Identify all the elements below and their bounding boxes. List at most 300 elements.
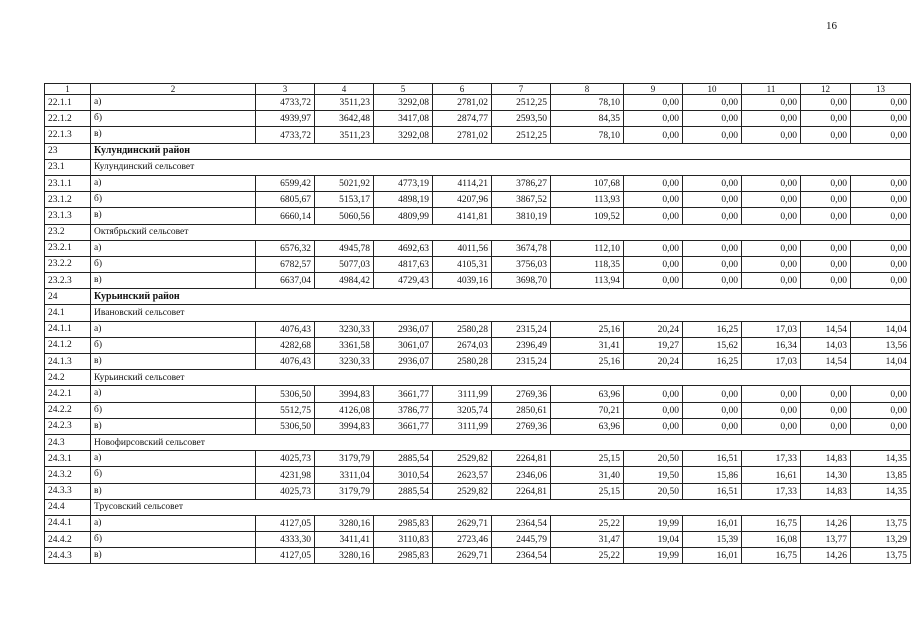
value-cell: 0,00 bbox=[851, 418, 911, 434]
value-cell: 3061,07 bbox=[374, 337, 433, 353]
row-code: 24 bbox=[45, 289, 91, 305]
value-cell: 2629,71 bbox=[433, 515, 492, 531]
row-variant: а) bbox=[91, 175, 256, 191]
value-cell: 14,26 bbox=[801, 548, 851, 564]
value-cell: 6660,14 bbox=[256, 208, 315, 224]
value-cell: 2512,25 bbox=[492, 127, 551, 143]
row-variant: в) bbox=[91, 273, 256, 289]
value-cell: 2346,06 bbox=[492, 467, 551, 483]
row-variant: в) bbox=[91, 127, 256, 143]
table-row bbox=[45, 321, 911, 337]
value-cell: 14,04 bbox=[851, 354, 911, 370]
table-row bbox=[45, 256, 911, 272]
table-row bbox=[45, 532, 911, 548]
value-cell: 2364,54 bbox=[492, 515, 551, 531]
column-number-cell: 7 bbox=[492, 84, 551, 95]
value-cell: 0,00 bbox=[801, 111, 851, 127]
row-code: 24.3.3 bbox=[45, 483, 91, 499]
table-row bbox=[45, 337, 911, 353]
value-cell: 0,00 bbox=[851, 386, 911, 402]
value-cell: 16,75 bbox=[742, 515, 801, 531]
value-cell: 4809,99 bbox=[374, 208, 433, 224]
value-cell: 4945,78 bbox=[315, 240, 374, 256]
value-cell: 2529,82 bbox=[433, 451, 492, 467]
value-cell: 15,86 bbox=[683, 467, 742, 483]
value-cell: 3756,03 bbox=[492, 256, 551, 272]
value-cell: 4984,42 bbox=[315, 273, 374, 289]
value-cell: 3205,74 bbox=[433, 402, 492, 418]
value-cell: 0,00 bbox=[801, 240, 851, 256]
value-cell: 0,00 bbox=[683, 192, 742, 208]
value-cell: 2985,83 bbox=[374, 548, 433, 564]
row-code: 24.4 bbox=[45, 499, 91, 515]
value-cell: 0,00 bbox=[851, 402, 911, 418]
row-variant: б) bbox=[91, 532, 256, 548]
district-row bbox=[45, 289, 911, 305]
value-cell: 14,35 bbox=[851, 451, 911, 467]
value-cell: 3292,08 bbox=[374, 127, 433, 143]
table-row bbox=[45, 354, 911, 370]
value-cell: 0,00 bbox=[683, 175, 742, 191]
value-cell: 2769,36 bbox=[492, 386, 551, 402]
value-cell: 0,00 bbox=[683, 111, 742, 127]
council-row bbox=[45, 305, 911, 321]
value-cell: 70,21 bbox=[551, 402, 624, 418]
table-row bbox=[45, 175, 911, 191]
value-cell: 0,00 bbox=[624, 208, 683, 224]
value-cell: 0,00 bbox=[683, 208, 742, 224]
value-cell: 3661,77 bbox=[374, 418, 433, 434]
value-cell: 13,77 bbox=[801, 532, 851, 548]
value-cell: 13,75 bbox=[851, 515, 911, 531]
council-row bbox=[45, 434, 911, 450]
row-code: 23 bbox=[45, 143, 91, 159]
row-code: 24.2.3 bbox=[45, 418, 91, 434]
value-cell: 20,50 bbox=[624, 451, 683, 467]
row-code: 23.2.1 bbox=[45, 240, 91, 256]
row-code: 24.2 bbox=[45, 370, 91, 386]
value-cell: 4282,68 bbox=[256, 337, 315, 353]
value-cell: 6782,57 bbox=[256, 256, 315, 272]
row-code: 24.3.1 bbox=[45, 451, 91, 467]
row-variant: а) bbox=[91, 321, 256, 337]
value-cell: 25,15 bbox=[551, 451, 624, 467]
district-row bbox=[45, 143, 911, 159]
value-cell: 0,00 bbox=[742, 208, 801, 224]
row-variant: б) bbox=[91, 467, 256, 483]
value-cell: 4898,19 bbox=[374, 192, 433, 208]
value-cell: 0,00 bbox=[742, 402, 801, 418]
value-cell: 3280,16 bbox=[315, 515, 374, 531]
value-cell: 2885,54 bbox=[374, 451, 433, 467]
value-cell: 25,22 bbox=[551, 548, 624, 564]
value-cell: 14,26 bbox=[801, 515, 851, 531]
value-cell: 0,00 bbox=[851, 175, 911, 191]
value-cell: 0,00 bbox=[624, 192, 683, 208]
value-cell: 112,10 bbox=[551, 240, 624, 256]
value-cell: 25,22 bbox=[551, 515, 624, 531]
value-cell: 3810,19 bbox=[492, 208, 551, 224]
value-cell: 0,00 bbox=[624, 256, 683, 272]
value-cell: 4231,98 bbox=[256, 467, 315, 483]
row-variant: б) bbox=[91, 192, 256, 208]
value-cell: 4025,73 bbox=[256, 451, 315, 467]
value-cell: 3230,33 bbox=[315, 321, 374, 337]
value-cell: 109,52 bbox=[551, 208, 624, 224]
value-cell: 4039,16 bbox=[433, 273, 492, 289]
value-cell: 3417,08 bbox=[374, 111, 433, 127]
value-cell: 14,04 bbox=[851, 321, 911, 337]
value-cell: 14,54 bbox=[801, 321, 851, 337]
value-cell: 17,03 bbox=[742, 354, 801, 370]
value-cell: 4114,21 bbox=[433, 175, 492, 191]
value-cell: 2674,03 bbox=[433, 337, 492, 353]
tariff-table bbox=[44, 83, 911, 564]
value-cell: 20,50 bbox=[624, 483, 683, 499]
row-variant: в) bbox=[91, 548, 256, 564]
row-variant: в) bbox=[91, 418, 256, 434]
value-cell: 0,00 bbox=[624, 127, 683, 143]
column-number-cell: 6 bbox=[433, 84, 492, 95]
row-variant: б) bbox=[91, 256, 256, 272]
value-cell: 14,54 bbox=[801, 354, 851, 370]
value-cell: 4207,96 bbox=[433, 192, 492, 208]
value-cell: 4127,05 bbox=[256, 548, 315, 564]
value-cell: 4141,81 bbox=[433, 208, 492, 224]
row-code: 23.1.1 bbox=[45, 175, 91, 191]
value-cell: 2936,07 bbox=[374, 354, 433, 370]
row-variant: б) bbox=[91, 111, 256, 127]
value-cell: 0,00 bbox=[801, 386, 851, 402]
row-code: 24.4.2 bbox=[45, 532, 91, 548]
value-cell: 2850,61 bbox=[492, 402, 551, 418]
value-cell: 2580,28 bbox=[433, 354, 492, 370]
value-cell: 4105,31 bbox=[433, 256, 492, 272]
value-cell: 13,56 bbox=[851, 337, 911, 353]
value-cell: 5021,92 bbox=[315, 175, 374, 191]
council-name: Ивановский сельсовет bbox=[91, 305, 911, 321]
value-cell: 0,00 bbox=[851, 127, 911, 143]
table-row bbox=[45, 451, 911, 467]
row-code: 23.1 bbox=[45, 159, 91, 175]
page-number: 16 bbox=[826, 20, 837, 32]
value-cell: 14,03 bbox=[801, 337, 851, 353]
value-cell: 14,83 bbox=[801, 483, 851, 499]
value-cell: 2723,46 bbox=[433, 532, 492, 548]
value-cell: 16,08 bbox=[742, 532, 801, 548]
row-code: 24.2.1 bbox=[45, 386, 91, 402]
value-cell: 5153,17 bbox=[315, 192, 374, 208]
value-cell: 0,00 bbox=[742, 240, 801, 256]
district-name: Курьинский район bbox=[91, 289, 911, 305]
row-variant: в) bbox=[91, 483, 256, 499]
value-cell: 4076,43 bbox=[256, 354, 315, 370]
value-cell: 2580,28 bbox=[433, 321, 492, 337]
value-cell: 2315,24 bbox=[492, 321, 551, 337]
value-cell: 2593,50 bbox=[492, 111, 551, 127]
value-cell: 5060,56 bbox=[315, 208, 374, 224]
value-cell: 0,00 bbox=[683, 273, 742, 289]
value-cell: 2985,83 bbox=[374, 515, 433, 531]
value-cell: 16,01 bbox=[683, 515, 742, 531]
value-cell: 3110,83 bbox=[374, 532, 433, 548]
value-cell: 0,00 bbox=[742, 127, 801, 143]
row-code: 22.1.1 bbox=[45, 95, 91, 111]
table-row bbox=[45, 273, 911, 289]
value-cell: 0,00 bbox=[801, 256, 851, 272]
value-cell: 17,33 bbox=[742, 483, 801, 499]
row-code: 24.1.2 bbox=[45, 337, 91, 353]
value-cell: 0,00 bbox=[801, 175, 851, 191]
row-code: 23.2.2 bbox=[45, 256, 91, 272]
value-cell: 4025,73 bbox=[256, 483, 315, 499]
value-cell: 6637,04 bbox=[256, 273, 315, 289]
value-cell: 6599,42 bbox=[256, 175, 315, 191]
row-code: 24.1.3 bbox=[45, 354, 91, 370]
value-cell: 2364,54 bbox=[492, 548, 551, 564]
value-cell: 20,24 bbox=[624, 321, 683, 337]
value-cell: 2396,49 bbox=[492, 337, 551, 353]
column-number-row bbox=[45, 84, 911, 95]
value-cell: 19,99 bbox=[624, 515, 683, 531]
value-cell: 0,00 bbox=[742, 192, 801, 208]
council-row bbox=[45, 370, 911, 386]
value-cell: 113,94 bbox=[551, 273, 624, 289]
value-cell: 19,04 bbox=[624, 532, 683, 548]
value-cell: 19,50 bbox=[624, 467, 683, 483]
table-body bbox=[45, 84, 911, 564]
value-cell: 107,68 bbox=[551, 175, 624, 191]
value-cell: 31,40 bbox=[551, 467, 624, 483]
council-name: Кулундинский сельсовет bbox=[91, 159, 911, 175]
value-cell: 4127,05 bbox=[256, 515, 315, 531]
value-cell: 0,00 bbox=[683, 386, 742, 402]
value-cell: 0,00 bbox=[801, 402, 851, 418]
value-cell: 3111,99 bbox=[433, 386, 492, 402]
table-row bbox=[45, 515, 911, 531]
column-number-cell: 8 bbox=[551, 84, 624, 95]
value-cell: 4817,63 bbox=[374, 256, 433, 272]
value-cell: 0,00 bbox=[801, 192, 851, 208]
value-cell: 14,35 bbox=[851, 483, 911, 499]
value-cell: 5512,75 bbox=[256, 402, 315, 418]
value-cell: 3698,70 bbox=[492, 273, 551, 289]
value-cell: 0,00 bbox=[683, 95, 742, 111]
value-cell: 0,00 bbox=[801, 418, 851, 434]
value-cell: 2781,02 bbox=[433, 95, 492, 111]
column-number-cell: 5 bbox=[374, 84, 433, 95]
value-cell: 0,00 bbox=[801, 208, 851, 224]
value-cell: 25,15 bbox=[551, 483, 624, 499]
value-cell: 16,01 bbox=[683, 548, 742, 564]
value-cell: 2874,77 bbox=[433, 111, 492, 127]
value-cell: 3786,27 bbox=[492, 175, 551, 191]
value-cell: 0,00 bbox=[683, 418, 742, 434]
value-cell: 0,00 bbox=[624, 418, 683, 434]
value-cell: 3994,83 bbox=[315, 386, 374, 402]
value-cell: 0,00 bbox=[851, 240, 911, 256]
column-number-cell: 9 bbox=[624, 84, 683, 95]
row-variant: а) bbox=[91, 386, 256, 402]
value-cell: 0,00 bbox=[624, 95, 683, 111]
row-code: 23.1.3 bbox=[45, 208, 91, 224]
value-cell: 16,51 bbox=[683, 483, 742, 499]
value-cell: 0,00 bbox=[742, 386, 801, 402]
value-cell: 3867,52 bbox=[492, 192, 551, 208]
council-name: Трусовский сельсовет bbox=[91, 499, 911, 515]
row-code: 23.1.2 bbox=[45, 192, 91, 208]
row-code: 22.1.3 bbox=[45, 127, 91, 143]
value-cell: 4733,72 bbox=[256, 127, 315, 143]
value-cell: 6576,32 bbox=[256, 240, 315, 256]
value-cell: 3511,23 bbox=[315, 127, 374, 143]
value-cell: 3179,79 bbox=[315, 451, 374, 467]
value-cell: 3311,04 bbox=[315, 467, 374, 483]
value-cell: 2264,81 bbox=[492, 483, 551, 499]
column-number-cell: 2 bbox=[91, 84, 256, 95]
value-cell: 16,25 bbox=[683, 321, 742, 337]
value-cell: 0,00 bbox=[742, 95, 801, 111]
value-cell: 25,16 bbox=[551, 321, 624, 337]
value-cell: 14,83 bbox=[801, 451, 851, 467]
table-row bbox=[45, 208, 911, 224]
value-cell: 2264,81 bbox=[492, 451, 551, 467]
value-cell: 2315,24 bbox=[492, 354, 551, 370]
value-cell: 0,00 bbox=[742, 273, 801, 289]
row-code: 23.2.3 bbox=[45, 273, 91, 289]
table-row bbox=[45, 418, 911, 434]
row-variant: а) bbox=[91, 451, 256, 467]
table-row bbox=[45, 402, 911, 418]
value-cell: 20,24 bbox=[624, 354, 683, 370]
value-cell: 6805,67 bbox=[256, 192, 315, 208]
value-cell: 2885,54 bbox=[374, 483, 433, 499]
column-number-cell: 12 bbox=[801, 84, 851, 95]
value-cell: 0,00 bbox=[742, 111, 801, 127]
council-name: Новофирсовский сельсовет bbox=[91, 434, 911, 450]
row-variant: а) bbox=[91, 515, 256, 531]
value-cell: 3661,77 bbox=[374, 386, 433, 402]
value-cell: 0,00 bbox=[851, 273, 911, 289]
value-cell: 63,96 bbox=[551, 386, 624, 402]
table-row bbox=[45, 192, 911, 208]
row-code: 24.4.1 bbox=[45, 515, 91, 531]
table-row bbox=[45, 95, 911, 111]
row-variant: в) bbox=[91, 354, 256, 370]
value-cell: 17,33 bbox=[742, 451, 801, 467]
value-cell: 0,00 bbox=[851, 208, 911, 224]
value-cell: 2769,36 bbox=[492, 418, 551, 434]
row-variant: а) bbox=[91, 95, 256, 111]
row-variant: в) bbox=[91, 208, 256, 224]
value-cell: 3361,58 bbox=[315, 337, 374, 353]
value-cell: 14,30 bbox=[801, 467, 851, 483]
value-cell: 3111,99 bbox=[433, 418, 492, 434]
table-row bbox=[45, 111, 911, 127]
value-cell: 4733,72 bbox=[256, 95, 315, 111]
value-cell: 15,62 bbox=[683, 337, 742, 353]
value-cell: 16,75 bbox=[742, 548, 801, 564]
row-code: 22.1.2 bbox=[45, 111, 91, 127]
column-number-cell: 11 bbox=[742, 84, 801, 95]
value-cell: 2445,79 bbox=[492, 532, 551, 548]
value-cell: 4076,43 bbox=[256, 321, 315, 337]
value-cell: 17,03 bbox=[742, 321, 801, 337]
value-cell: 0,00 bbox=[742, 175, 801, 191]
value-cell: 4692,63 bbox=[374, 240, 433, 256]
value-cell: 3674,78 bbox=[492, 240, 551, 256]
value-cell: 3230,33 bbox=[315, 354, 374, 370]
value-cell: 2629,71 bbox=[433, 548, 492, 564]
value-cell: 19,27 bbox=[624, 337, 683, 353]
value-cell: 3511,23 bbox=[315, 95, 374, 111]
value-cell: 118,35 bbox=[551, 256, 624, 272]
column-number-cell: 3 bbox=[256, 84, 315, 95]
value-cell: 0,00 bbox=[683, 240, 742, 256]
council-name: Октябрьский сельсовет bbox=[91, 224, 911, 240]
value-cell: 4011,56 bbox=[433, 240, 492, 256]
table-row bbox=[45, 483, 911, 499]
value-cell: 78,10 bbox=[551, 95, 624, 111]
table-row bbox=[45, 467, 911, 483]
value-cell: 2623,57 bbox=[433, 467, 492, 483]
value-cell: 3411,41 bbox=[315, 532, 374, 548]
value-cell: 0,00 bbox=[624, 402, 683, 418]
value-cell: 0,00 bbox=[624, 273, 683, 289]
value-cell: 19,99 bbox=[624, 548, 683, 564]
value-cell: 0,00 bbox=[801, 273, 851, 289]
value-cell: 4126,08 bbox=[315, 402, 374, 418]
value-cell: 13,85 bbox=[851, 467, 911, 483]
value-cell: 15,39 bbox=[683, 532, 742, 548]
value-cell: 5306,50 bbox=[256, 386, 315, 402]
value-cell: 16,25 bbox=[683, 354, 742, 370]
value-cell: 0,00 bbox=[851, 95, 911, 111]
value-cell: 84,35 bbox=[551, 111, 624, 127]
column-number-cell: 13 bbox=[851, 84, 911, 95]
value-cell: 5077,03 bbox=[315, 256, 374, 272]
council-name: Курьинский сельсовет bbox=[91, 370, 911, 386]
value-cell: 31,41 bbox=[551, 337, 624, 353]
table-row bbox=[45, 127, 911, 143]
value-cell: 13,29 bbox=[851, 532, 911, 548]
value-cell: 0,00 bbox=[683, 256, 742, 272]
council-row bbox=[45, 499, 911, 515]
value-cell: 4773,19 bbox=[374, 175, 433, 191]
table-row bbox=[45, 548, 911, 564]
value-cell: 16,51 bbox=[683, 451, 742, 467]
council-row bbox=[45, 159, 911, 175]
value-cell: 4939,97 bbox=[256, 111, 315, 127]
value-cell: 25,16 bbox=[551, 354, 624, 370]
value-cell: 0,00 bbox=[624, 240, 683, 256]
row-code: 24.2.2 bbox=[45, 402, 91, 418]
row-code: 24.1.1 bbox=[45, 321, 91, 337]
column-number-cell: 10 bbox=[683, 84, 742, 95]
value-cell: 16,34 bbox=[742, 337, 801, 353]
row-code: 24.3.2 bbox=[45, 467, 91, 483]
table-row bbox=[45, 386, 911, 402]
value-cell: 0,00 bbox=[851, 111, 911, 127]
value-cell: 3179,79 bbox=[315, 483, 374, 499]
value-cell: 0,00 bbox=[801, 95, 851, 111]
row-code: 24.1 bbox=[45, 305, 91, 321]
value-cell: 0,00 bbox=[742, 418, 801, 434]
value-cell: 3280,16 bbox=[315, 548, 374, 564]
table-row bbox=[45, 240, 911, 256]
column-number-cell: 4 bbox=[315, 84, 374, 95]
value-cell: 4729,43 bbox=[374, 273, 433, 289]
